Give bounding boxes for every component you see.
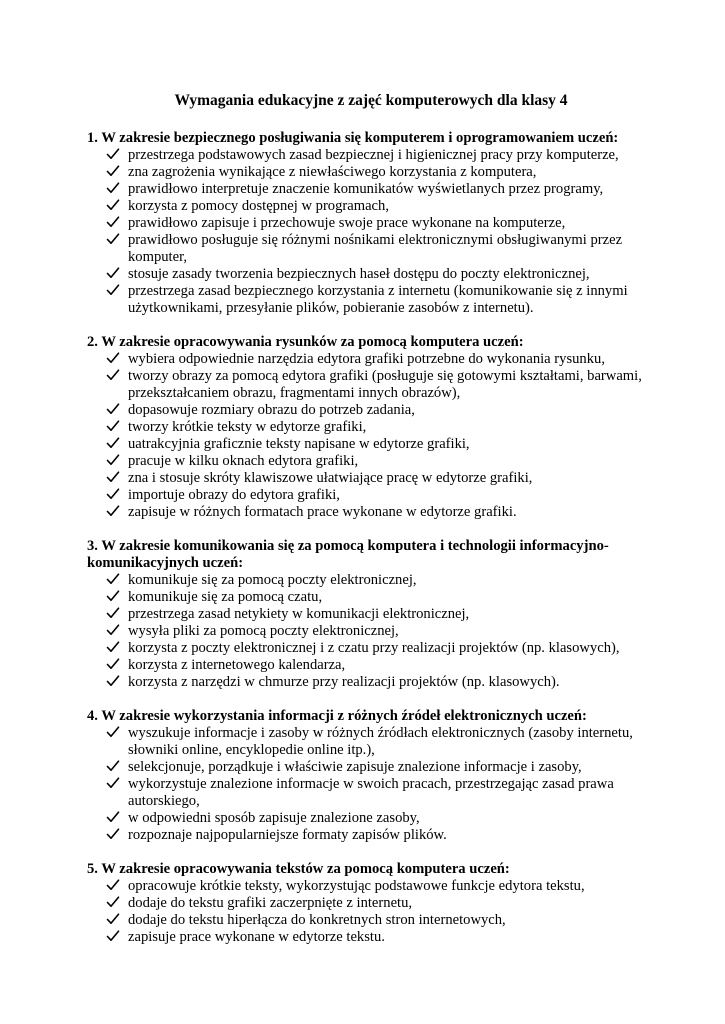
list-item-text: przestrzega zasad bezpiecznego korzystania z internetu (komunikowanie się z innymi użytkownikami, przesyłanie plików, pobieranie zasobów z internetu).: [128, 283, 628, 316]
checkmark-icon: [106, 351, 122, 368]
list-item: [106, 198, 645, 215]
section-3: [87, 538, 645, 691]
checkmark-icon: [106, 198, 122, 215]
checkmark-icon: [106, 725, 122, 742]
checkmark-icon: [106, 589, 122, 606]
list-item: [106, 368, 645, 402]
list-item-text: selekcjonuje, porządkuje i właściwie zapisuje znalezione informacje i zasoby,: [128, 759, 582, 775]
list-item-text: korzysta z narzędzi w chmurze przy realizacji projektów (np. klasowych).: [128, 674, 560, 690]
list-item-text: tworzy obrazy za pomocą edytora grafiki (posługuje się gotowymi kształtami, barwami, przekształcaniem obrazu, fragmentami innych obrazów),: [128, 368, 642, 401]
section-4: [87, 708, 645, 844]
section-heading: 2. W zakresie opracowywania rysunków za pomocą komputera uczeń:: [87, 334, 524, 350]
checkmark-icon: [106, 776, 122, 793]
checkmark-icon: [106, 470, 122, 487]
section-2: [87, 334, 645, 521]
checkmark-icon: [106, 266, 122, 283]
checkmark-icon: [106, 181, 122, 198]
list-item-text: zna i stosuje skróty klawiszowe ułatwiające pracę w edytorze grafiki,: [128, 470, 533, 486]
list-item-text: zapisuje w różnych formatach prace wykonane w edytorze grafiki.: [128, 504, 517, 520]
checkmark-icon: [106, 147, 122, 164]
list-item: [106, 827, 645, 844]
list-item-text: przestrzega podstawowych zasad bezpiecznej i higienicznej pracy przy komputerze,: [128, 147, 619, 163]
list-item-text: importuje obrazy do edytora grafiki,: [128, 487, 340, 503]
checkmark-icon: [106, 215, 122, 232]
list-item-text: wykorzystuje znalezione informacje w swoich pracach, przestrzegając zasad prawa autorskiego,: [128, 776, 614, 809]
checkmark-icon: [106, 487, 122, 504]
checkmark-icon: [106, 283, 122, 300]
list-item-text: komunikuje się za pomocą poczty elektronicznej,: [128, 572, 417, 588]
list-item: [106, 912, 645, 929]
list-item-text: opracowuje krótkie teksty, wykorzystując podstawowe funkcje edytora tekstu,: [128, 878, 585, 894]
list-item: [106, 215, 645, 232]
list-item: [106, 147, 645, 164]
document-title: Wymagania edukacyjne z zajęć komputerowych dla klasy 4: [174, 92, 568, 109]
list-item-text: komunikuje się za pomocą czatu,: [128, 589, 323, 605]
list-item: [106, 929, 645, 946]
list-item: [106, 623, 645, 640]
requirements-list: [87, 878, 645, 946]
list-item: [106, 436, 645, 453]
list-item: [106, 640, 645, 657]
list-item-text: wybiera odpowiednie narzędzia edytora grafiki potrzebne do wykonania rysunku,: [128, 351, 605, 367]
requirements-list: [87, 147, 645, 317]
list-item: [106, 419, 645, 436]
list-item: [106, 674, 645, 691]
section-heading: 5. W zakresie opracowywania tekstów za pomocą komputera uczeń:: [87, 861, 510, 877]
checkmark-icon: [106, 827, 122, 844]
list-item-text: przestrzega zasad netykiety w komunikacji elektronicznej,: [128, 606, 470, 622]
list-item-text: rozpoznaje najpopularniejsze formaty zapisów plików.: [128, 827, 447, 843]
list-item: [106, 164, 645, 181]
checkmark-icon: [106, 436, 122, 453]
list-item: [106, 589, 645, 606]
list-item-text: dodaje do tekstu grafiki zaczerpnięte z internetu,: [128, 895, 413, 911]
list-item: [106, 776, 645, 810]
list-item: [106, 453, 645, 470]
checkmark-icon: [106, 164, 122, 181]
checkmark-icon: [106, 623, 122, 640]
list-item: [106, 725, 645, 759]
checkmark-icon: [106, 606, 122, 623]
list-item-text: prawidłowo zapisuje i przechowuje swoje prace wykonane na komputerze,: [128, 215, 566, 231]
section-1: [87, 130, 645, 317]
list-item: [106, 759, 645, 776]
checkmark-icon: [106, 640, 122, 657]
list-item: [106, 470, 645, 487]
section-5: [87, 861, 645, 946]
list-item: [106, 572, 645, 589]
requirements-sections: [87, 130, 645, 946]
checkmark-icon: [106, 657, 122, 674]
list-item: [106, 487, 645, 504]
list-item-text: korzysta z pomocy dostępnej w programach,: [128, 198, 389, 214]
requirements-list: [87, 572, 645, 691]
list-item-text: dopasowuje rozmiary obrazu do potrzeb zadania,: [128, 402, 415, 418]
list-item-text: zna zagrożenia wynikające z niewłaściwego korzystania z komputera,: [128, 164, 537, 180]
checkmark-icon: [106, 912, 122, 929]
list-item-text: w odpowiedni sposób zapisuje znalezione zasoby,: [128, 810, 420, 826]
checkmark-icon: [106, 878, 122, 895]
list-item: [106, 283, 645, 317]
checkmark-icon: [106, 232, 122, 249]
list-item-text: pracuje w kilku oknach edytora grafiki,: [128, 453, 359, 469]
list-item-text: prawidłowo posługuje się różnymi nośnikami elektronicznymi obsługiwanymi przez komputer,: [128, 232, 623, 265]
list-item: [106, 657, 645, 674]
requirements-list: [87, 351, 645, 521]
list-item-text: prawidłowo interpretuje znaczenie komunikatów wyświetlanych przez programy,: [128, 181, 604, 197]
list-item: [106, 878, 645, 895]
requirements-list: [87, 725, 645, 844]
list-item-text: korzysta z internetowego kalendarza,: [128, 657, 346, 673]
list-item: [106, 895, 645, 912]
checkmark-icon: [106, 759, 122, 776]
checkmark-icon: [106, 419, 122, 436]
list-item: [106, 402, 645, 419]
checkmark-icon: [106, 810, 122, 827]
checkmark-icon: [106, 929, 122, 946]
list-item-text: wyszukuje informacje i zasoby w różnych źródłach elektronicznych (zasoby internetu, słowniki online, encyklopedie online itp.),: [128, 725, 633, 758]
checkmark-icon: [106, 368, 122, 385]
list-item: [106, 504, 645, 521]
list-item: [106, 810, 645, 827]
checkmark-icon: [106, 674, 122, 691]
checkmark-icon: [106, 402, 122, 419]
checkmark-icon: [106, 453, 122, 470]
list-item-text: tworzy krótkie teksty w edytorze grafiki,: [128, 419, 367, 435]
list-item: [106, 266, 645, 283]
list-item-text: wysyła pliki za pomocą poczty elektronicznej,: [128, 623, 399, 639]
list-item-text: dodaje do tekstu hiperłącza do konkretnych stron internetowych,: [128, 912, 506, 928]
list-item-text: stosuje zasady tworzenia bezpiecznych haseł dostępu do poczty elektronicznej,: [128, 266, 590, 282]
list-item-text: korzysta z poczty elektronicznej i z czatu przy realizacji projektów (np. klasowych),: [128, 640, 620, 656]
list-item: [106, 181, 645, 198]
section-heading: 1. W zakresie bezpiecznego posługiwania się komputerem i oprogramowaniem uczeń:: [87, 130, 619, 146]
list-item-text: uatrakcyjnia graficznie teksty napisane w edytorze grafiki,: [128, 436, 470, 452]
list-item: [106, 351, 645, 368]
list-item: [106, 606, 645, 623]
checkmark-icon: [106, 504, 122, 521]
checkmark-icon: [106, 572, 122, 589]
section-heading: 4. W zakresie wykorzystania informacji z różnych źródeł elektronicznych uczeń:: [87, 708, 587, 724]
checkmark-icon: [106, 895, 122, 912]
list-item-text: zapisuje prace wykonane w edytorze tekstu.: [128, 929, 385, 945]
section-heading: 3. W zakresie komunikowania się za pomocą komputera i technologii informacyjno-komunikacyjnych uczeń:: [87, 538, 609, 571]
list-item: [106, 232, 645, 266]
